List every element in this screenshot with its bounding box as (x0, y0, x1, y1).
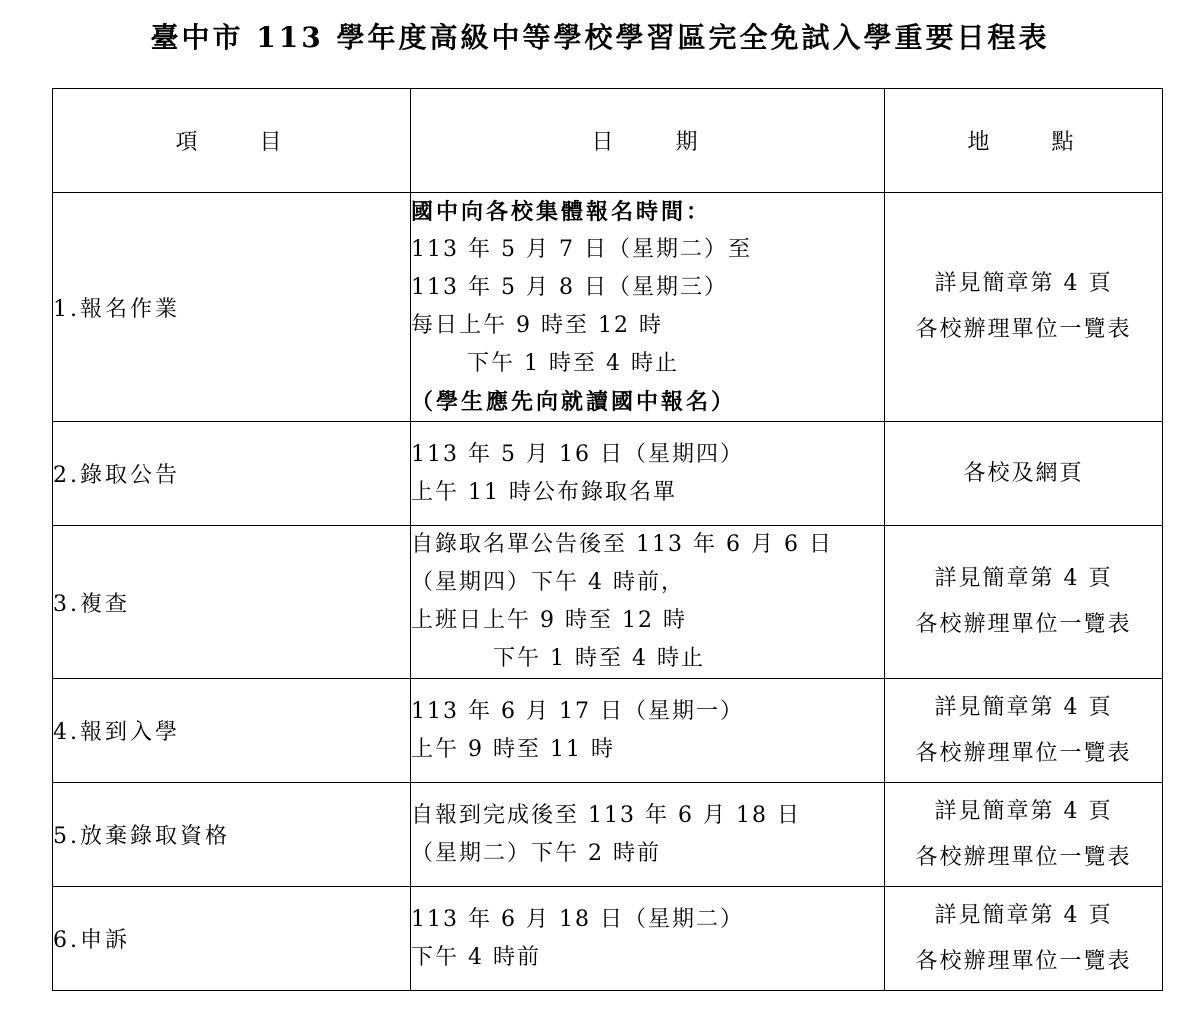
date-line: 113 年 5 月 16 日（星期四） (411, 441, 744, 467)
place-line: 詳見簡章第 4 頁 (934, 694, 1113, 720)
date-line: 上班日上午 9 時至 12 時 (411, 608, 687, 633)
place-line: 詳見簡章第 4 頁 (934, 271, 1113, 296)
page-title: 臺中市 113 學年度高級中等學校學習區完全免試入學重要日程表 (150, 21, 1050, 54)
table-row (53, 422, 1163, 526)
date-line: 113 年 5 月 8 日（星期三） (411, 275, 728, 300)
place-line: 各校辦理單位一覽表 (915, 844, 1132, 870)
place-line: 各校辦理單位一覽表 (915, 317, 1132, 342)
place-cell (885, 526, 1163, 679)
item-cell: 2.錄取公告 (53, 422, 411, 526)
date-line: 113 年 6 月 17 日（星期一） (411, 698, 744, 724)
place-line: 詳見簡章第 4 頁 (934, 798, 1113, 824)
date-line: 上午 11 時公布錄取名單 (411, 479, 677, 505)
schedule-table (52, 88, 1163, 991)
date-cell (411, 783, 885, 887)
item-cell: 1.報名作業 (53, 193, 411, 422)
item-cell: 3.複查 (53, 526, 411, 679)
date-line: 國中向各校集體報名時間： (411, 199, 712, 225)
date-cell (411, 193, 885, 422)
date-cell (411, 422, 885, 526)
table-row (53, 783, 1163, 887)
table-row (53, 887, 1163, 991)
date-line: 每日上午 9 時至 12 時 (411, 313, 663, 338)
place-line: 各校辦理單位一覽表 (915, 948, 1132, 974)
table-row (53, 193, 1163, 422)
date-line: 下午 1 時至 4 時止 (467, 351, 679, 376)
date-cell (411, 887, 885, 991)
header-date: 日 期 (411, 89, 885, 193)
place-cell (885, 887, 1163, 991)
place-line: 各校辦理單位一覽表 (915, 612, 1132, 637)
date-cell (411, 679, 885, 783)
place-cell (885, 679, 1163, 783)
item-cell: 6.申訴 (53, 887, 411, 991)
date-line: 下午 1 時至 4 時止 (493, 646, 705, 671)
place-line: 各校及網頁 (963, 460, 1084, 486)
date-line: 自報到完成後至 113 年 6 月 18 日 (411, 802, 801, 828)
date-line: （學生應先向就讀國中報名） (411, 389, 737, 415)
date-line: 下午 4 時前 (411, 944, 541, 970)
table-header-row (53, 89, 1163, 193)
item-cell: 4.報到入學 (53, 679, 411, 783)
place-cell (885, 422, 1163, 526)
date-line: 113 年 5 月 7 日（星期二）至 (411, 237, 752, 262)
header-item: 項 目 (53, 89, 411, 193)
table-row (53, 526, 1163, 679)
place-line: 詳見簡章第 4 頁 (934, 566, 1113, 591)
place-line: 詳見簡章第 4 頁 (934, 902, 1113, 928)
date-cell (411, 526, 885, 679)
date-line: 113 年 6 月 18 日（星期二） (411, 906, 744, 932)
date-line: 上午 9 時至 11 時 (411, 736, 615, 762)
date-line: 自錄取名單公告後至 113 年 6 月 6 日 (411, 532, 833, 557)
place-cell (885, 193, 1163, 422)
place-cell (885, 783, 1163, 887)
table-row (53, 679, 1163, 783)
item-cell: 5.放棄錄取資格 (53, 783, 411, 887)
date-line: （星期四）下午 4 時前， (411, 570, 685, 595)
place-line: 各校辦理單位一覽表 (915, 740, 1132, 766)
header-place: 地 點 (885, 89, 1163, 193)
date-line: （星期二）下午 2 時前 (411, 840, 661, 866)
